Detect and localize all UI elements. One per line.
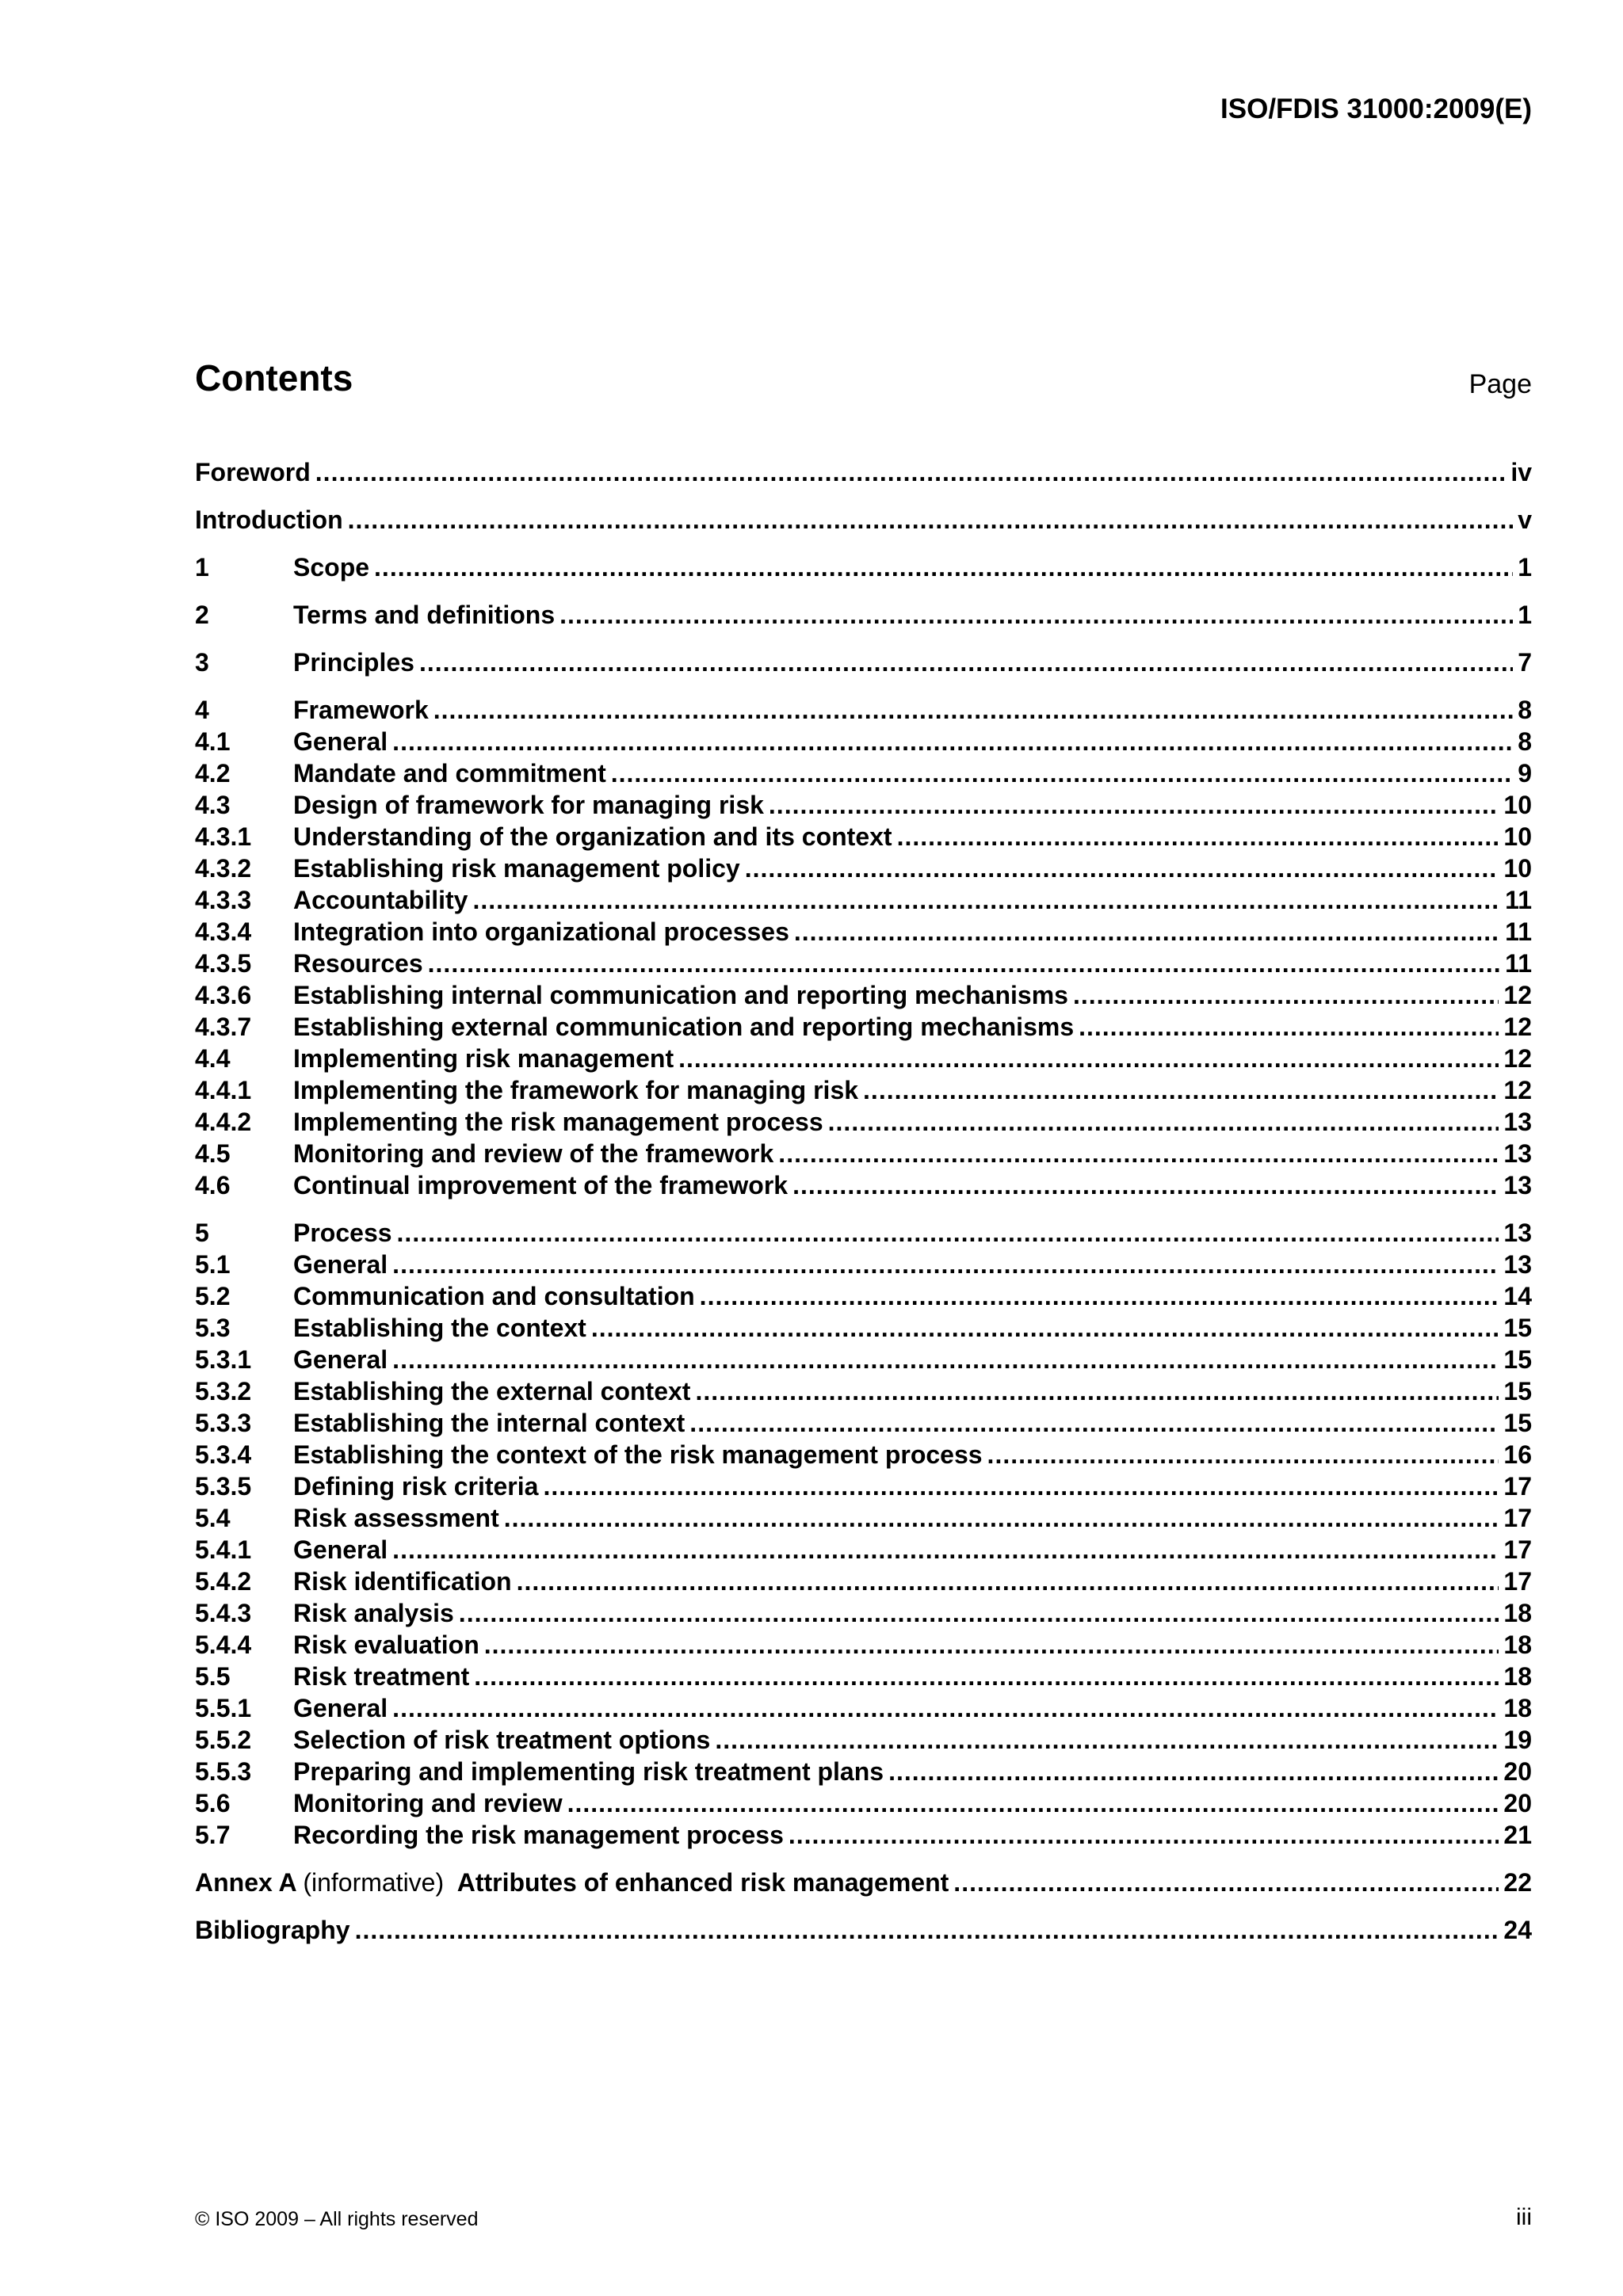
toc-entry-label: Principles [293,648,414,677]
toc-entry[interactable] [195,1726,1532,1757]
toc-entry-page: 17 [1503,1472,1532,1501]
footer-page-number: iii [1516,2204,1532,2230]
toc-entry-label: Risk evaluation [293,1630,479,1659]
toc-entry-label: Establishing risk management policy [293,854,740,883]
toc-entry-label: General [293,1535,388,1564]
toc-entry[interactable] [195,759,1532,791]
document-reference: ISO/FDIS 31000:2009(E) [1220,93,1532,124]
toc-entry-label: Implementing the framework for managing risk [293,1076,859,1104]
toc-entry-label: Establishing the internal context [293,1409,685,1437]
toc-entry-page: 1 [1518,601,1532,629]
toc-entry[interactable] [195,727,1532,759]
toc-entry-label: Introduction [195,505,343,534]
toc-entry-number: 5.5.2 [195,1726,252,1754]
toc-entry[interactable] [195,981,1532,1013]
annex-title: Attributes of enhanced risk management [456,1868,949,1897]
toc-entry-label: Framework [293,696,429,724]
toc-entry-page: 17 [1503,1504,1532,1532]
toc-entry-number: 4.3.7 [195,1013,252,1041]
toc-entry-label: Recording the risk management process [293,1821,784,1849]
toc-entry-page: 15 [1503,1409,1532,1437]
dot-leader [792,1171,1499,1200]
toc-entry-label: Establishing the context [293,1314,586,1342]
dot-leader [745,854,1499,883]
footer-copyright: © ISO 2009 – All rights reserved [195,2208,479,2230]
toc-entry-label: Defining risk criteria [293,1472,539,1501]
toc-entry-number: 4.6 [195,1171,231,1199]
dot-leader [459,1599,1499,1628]
toc-entry-page: 12 [1503,981,1532,1009]
toc-entry-page: 19 [1503,1726,1532,1754]
toc-entry-number: 5.1 [195,1250,231,1279]
toc-entry-label: Terms and definitions [293,601,556,629]
dot-leader [591,1314,1499,1343]
toc-entry-number: 4 [195,696,209,724]
dot-leader [517,1567,1499,1596]
toc-entry[interactable] [195,1345,1532,1377]
toc-entry-number: 5.4.1 [195,1535,252,1564]
dot-leader [428,949,1501,978]
toc-entry-label: Selection of risk treatment options [293,1726,711,1754]
toc-entry-label: Establishing internal communication and reporting mechanisms [293,981,1068,1009]
dot-leader [374,553,1513,582]
dot-leader [559,601,1513,630]
dot-leader [678,1044,1499,1074]
toc-entry-page: 11 [1505,917,1532,946]
toc-entry[interactable] [195,791,1532,822]
toc-entry[interactable] [195,1504,1532,1535]
dot-leader [484,1630,1499,1660]
toc-entry-number: 5.5.3 [195,1757,252,1786]
toc-entry[interactable] [195,886,1532,917]
toc-entry-bibliography[interactable] [195,1916,1532,1947]
toc-entry[interactable] [195,1567,1532,1599]
toc-entry[interactable] [195,1314,1532,1345]
toc-entry[interactable] [195,1694,1532,1726]
dot-leader [897,822,1499,852]
dot-leader [392,1345,1499,1375]
dot-leader [392,1694,1499,1723]
toc-entry-page: 10 [1503,791,1532,819]
toc-entry-page: 13 [1503,1139,1532,1168]
toc-entry[interactable] [195,601,1532,632]
toc-entry-number: 5.4 [195,1504,231,1532]
toc-entry-page: 14 [1503,1282,1532,1310]
toc-entry-number: 4.3.6 [195,981,252,1009]
dot-leader [888,1757,1499,1787]
toc-entry[interactable] [195,917,1532,949]
toc-entry-page: 11 [1505,949,1532,978]
dot-leader [433,696,1513,725]
toc-entry-label: Resources [293,949,423,978]
dot-leader [567,1789,1499,1818]
toc-entry[interactable] [195,822,1532,854]
toc-entry-page: 17 [1503,1535,1532,1564]
toc-entry-number: 2 [195,601,209,629]
toc-entry-page: 11 [1505,886,1532,914]
toc-entry-label: Bibliography [195,1916,350,1944]
toc-entry-number: 5.4.4 [195,1630,252,1659]
toc-entry-number: 5.3.3 [195,1409,252,1437]
toc-entry[interactable] [195,1139,1532,1171]
dot-leader [1079,1013,1499,1042]
toc-entry-page: 22 [1503,1868,1532,1897]
toc-entry-number: 4.5 [195,1139,231,1168]
toc-entry-label: Preparing and implementing risk treatment plans [293,1757,884,1786]
toc-entry[interactable] [195,1013,1532,1044]
toc-entry[interactable] [195,1250,1532,1282]
dot-leader [397,1219,1499,1248]
toc-entry-label: Continual improvement of the framework [293,1171,789,1199]
toc-entry-number: 5.3.1 [195,1345,252,1374]
toc-entry-label: Risk treatment [293,1662,470,1691]
toc-entry-number: 5.4.2 [195,1567,252,1596]
dot-leader [392,727,1513,757]
toc-entry[interactable] [195,1076,1532,1108]
toc-entry-page: 13 [1503,1108,1532,1136]
dot-leader [794,917,1500,947]
toc-entry-number: 5 [195,1219,209,1247]
toc-entry[interactable] [195,648,1532,680]
toc-entry-page: 15 [1503,1377,1532,1405]
toc-entry-number: 5.5 [195,1662,231,1691]
dot-leader [828,1108,1499,1137]
toc-entry-number: 5.2 [195,1282,231,1310]
toc-entry-label: Establishing external communication and reporting mechanisms [293,1013,1075,1041]
dot-leader [1073,981,1499,1010]
toc-entry-page: 15 [1503,1345,1532,1374]
toc-entry-label: Establishing the external context [293,1377,691,1405]
toc-entry[interactable] [195,1599,1532,1630]
dot-leader [715,1726,1499,1755]
toc-entry-label: Accountability [293,886,468,914]
toc-entry-page: 13 [1503,1250,1532,1279]
toc-entry-number: 4.1 [195,727,231,756]
toc-entry-number: 3 [195,648,209,677]
toc-entry-number: 4.3.3 [195,886,252,914]
toc-entry-page: 21 [1503,1821,1532,1849]
toc-entry-number: 5.4.3 [195,1599,252,1627]
toc-entry[interactable] [195,1757,1532,1789]
table-of-contents [195,458,1532,1947]
annex-qualifier: (informative) [303,1868,445,1897]
toc-entry-page: 12 [1503,1044,1532,1073]
toc-entry-number: 1 [195,553,209,582]
toc-entry[interactable] [195,1535,1532,1567]
toc-entry-number: 5.3 [195,1314,231,1342]
toc-entry-page: 12 [1503,1013,1532,1041]
toc-entry-page: 13 [1503,1171,1532,1199]
dot-leader [863,1076,1499,1105]
toc-entry-page: 18 [1503,1599,1532,1627]
toc-entry-label: Risk analysis [293,1599,454,1627]
toc-entry-label: General [293,1250,388,1279]
toc-entry-page: 7 [1518,648,1532,677]
toc-entry-page: 10 [1503,822,1532,851]
toc-entry[interactable] [195,458,1532,490]
dot-leader [355,1916,1499,1945]
toc-entry-page: v [1518,505,1532,534]
toc-entry[interactable] [195,1662,1532,1694]
dot-leader [392,1535,1499,1565]
toc-entry-number: 5.6 [195,1789,231,1817]
toc-entry-number: 5.7 [195,1821,231,1849]
toc-entry[interactable] [195,1044,1532,1076]
toc-entry-number: 5.3.4 [195,1440,252,1469]
toc-entry[interactable] [195,1171,1532,1203]
page-title: Contents [195,357,353,399]
toc-entry-page: 1 [1518,553,1532,582]
toc-entry[interactable] [195,505,1532,537]
toc-entry-annex[interactable] [195,1868,1532,1900]
toc-entry-number: 4.3.2 [195,854,252,883]
toc-entry[interactable] [195,1282,1532,1314]
toc-entry-label: Risk assessment [293,1504,499,1532]
dot-leader [695,1377,1499,1406]
toc-entry-label [195,1868,953,1897]
toc-entry-number: 4.4.2 [195,1108,252,1136]
toc-entry[interactable] [195,553,1532,585]
toc-entry[interactable] [195,1789,1532,1821]
toc-entry-page: 24 [1503,1916,1532,1944]
dot-leader [700,1282,1499,1311]
toc-entry-number: 4.3.4 [195,917,252,946]
toc-entry-page: 18 [1503,1662,1532,1691]
toc-entry-page: 8 [1518,696,1532,724]
toc-entry-label: Design of framework for managing risk [293,791,764,819]
toc-entry-number: 4.3 [195,791,231,819]
toc-entry-page: 20 [1503,1757,1532,1786]
toc-entry-label: Implementing risk management [293,1044,674,1073]
dot-leader [419,648,1513,677]
toc-entry[interactable] [195,696,1532,727]
dot-leader [348,505,1514,535]
toc-entry-label: Risk identification [293,1567,512,1596]
toc-entry-label: Understanding of the organization and its context [293,822,892,851]
dot-leader [769,791,1499,820]
toc-entry-page: 17 [1503,1567,1532,1596]
toc-entry-number: 5.5.1 [195,1694,252,1722]
toc-entry-number: 4.4.1 [195,1076,252,1104]
toc-entry-page: 20 [1503,1789,1532,1817]
toc-entry-number: 4.3.1 [195,822,252,851]
toc-entry-label: Mandate and commitment [293,759,606,788]
toc-entry[interactable] [195,949,1532,981]
toc-entry-label: General [293,727,388,756]
dot-leader [611,759,1513,788]
toc-entry[interactable] [195,1630,1532,1662]
dot-leader [987,1440,1499,1470]
toc-entry-page: 15 [1503,1314,1532,1342]
dot-leader [392,1250,1499,1280]
toc-entry-label: Implementing the risk management process [293,1108,823,1136]
toc-entry-label: Process [293,1219,392,1247]
toc-entry[interactable] [195,1108,1532,1139]
toc-entry-label: Foreword [195,458,311,486]
dot-leader [472,886,1500,915]
toc-entry-page: iv [1510,458,1532,486]
toc-entry-page: 8 [1518,727,1532,756]
toc-entry[interactable] [195,1219,1532,1250]
toc-entry-label: Communication and consultation [293,1282,695,1310]
dot-leader [474,1662,1499,1691]
toc-entry[interactable] [195,1472,1532,1504]
toc-entry[interactable] [195,1377,1532,1409]
toc-entry-label: General [293,1345,388,1374]
toc-entry-label: General [293,1694,388,1722]
toc-entry-page: 18 [1503,1630,1532,1659]
dot-leader [789,1821,1499,1850]
dot-leader [778,1139,1499,1169]
toc-entry-page: 18 [1503,1694,1532,1722]
toc-entry[interactable] [195,854,1532,886]
dot-leader [689,1409,1499,1438]
toc-entry[interactable] [195,1409,1532,1440]
dot-leader [953,1868,1499,1897]
page-column-label: Page [1468,369,1532,399]
toc-entry-number: 4.4 [195,1044,231,1073]
toc-entry-number: 4.2 [195,759,231,788]
toc-entry-label: Monitoring and review of the framework [293,1139,774,1168]
toc-entry-label: Establishing the context of the risk management process [293,1440,983,1469]
dot-leader [504,1504,1499,1533]
toc-entry-number: 5.3.2 [195,1377,252,1405]
toc-entry[interactable] [195,1440,1532,1472]
toc-entry-page: 10 [1503,854,1532,883]
toc-entry-page: 13 [1503,1219,1532,1247]
toc-entry-page: 16 [1503,1440,1532,1469]
dot-leader [315,458,1507,487]
toc-entry-label: Monitoring and review [293,1789,563,1817]
toc-entry-number: 4.3.5 [195,949,252,978]
toc-entry-number: 5.3.5 [195,1472,252,1501]
dot-leader [543,1472,1499,1501]
toc-entry-label: Scope [293,553,370,582]
toc-entry[interactable] [195,1821,1532,1852]
toc-entry-page: 9 [1518,759,1532,788]
toc-entry-label: Integration into organizational processes [293,917,789,946]
toc-entry-page: 12 [1503,1076,1532,1104]
annex-prefix: Annex A [195,1868,296,1897]
